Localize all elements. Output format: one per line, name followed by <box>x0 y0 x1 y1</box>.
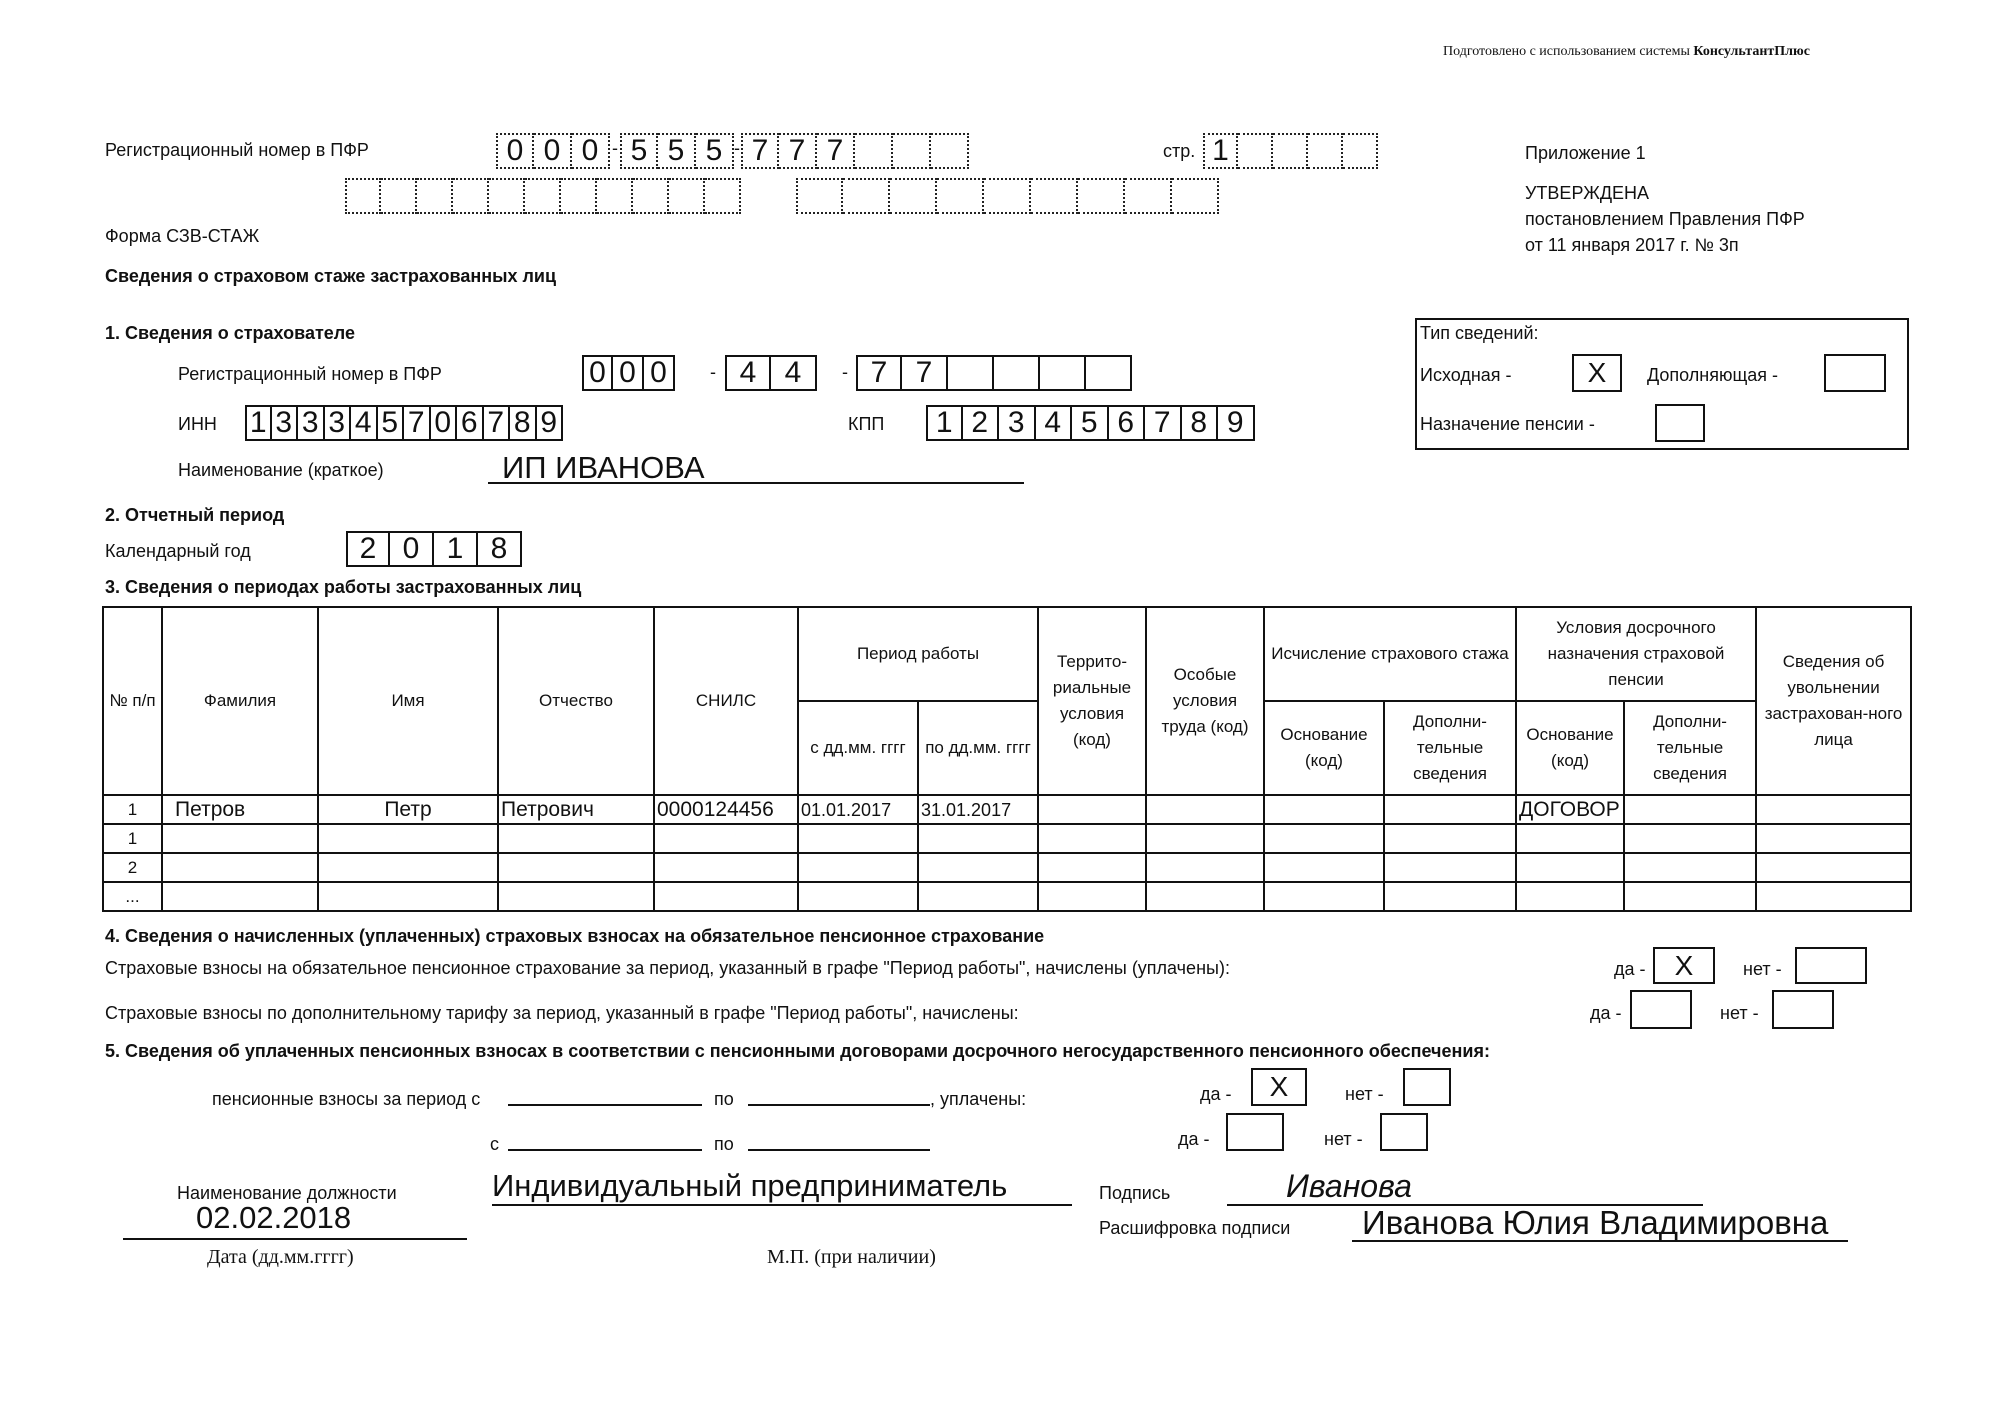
cell-num[interactable]: ... <box>103 882 162 911</box>
cell-from[interactable] <box>798 853 918 882</box>
cell-early-basis[interactable] <box>1516 882 1624 911</box>
kpp-cells-cell[interactable]: 4 <box>1036 405 1073 441</box>
cell-territorial[interactable] <box>1038 824 1146 853</box>
form-title: Сведения о страховом стаже застрахованных лиц <box>105 266 557 286</box>
cell-last-name[interactable] <box>162 882 318 911</box>
section5-row1-no-checkbox[interactable] <box>1403 1068 1451 1106</box>
insurer-reg-group1 <box>582 355 675 391</box>
info-type-supplementary-label: Дополняющая - <box>1647 365 1779 385</box>
top-reg-group3-cell[interactable] <box>931 133 969 169</box>
insurer-reg-group3 <box>856 355 1132 391</box>
work-periods-table <box>102 606 1912 912</box>
top-blank-cells-left-cell[interactable] <box>381 178 417 214</box>
approved-by: постановлением Правления ПФР <box>1525 209 1805 229</box>
position-value: Индивидуальный предприниматель <box>492 1168 1008 1203</box>
insurer-reg-group3-cell[interactable] <box>1086 355 1132 391</box>
insurer-reg-group3-cell[interactable]: 7 <box>856 355 902 391</box>
insurer-reg-sep1: - <box>710 362 716 382</box>
page-cells-cell[interactable] <box>1308 133 1343 169</box>
approved-label: УТВЕРЖДЕНА <box>1525 183 1650 203</box>
cell-to[interactable]: 31.01.2017 <box>918 795 1038 824</box>
cell-from[interactable] <box>798 882 918 911</box>
col-special: Особые условия труда (код) <box>1146 607 1264 795</box>
inn-cells <box>245 405 563 441</box>
short-name-label: Наименование (краткое) <box>178 460 384 480</box>
cell-territorial[interactable] <box>1038 853 1146 882</box>
kpp-cells-cell[interactable]: 6 <box>1109 405 1146 441</box>
cell-calc-extra[interactable] <box>1384 853 1516 882</box>
section5-row1-yes-checkbox[interactable]: X <box>1251 1068 1307 1106</box>
brand-name: КонсультантПлюс <box>1693 44 1810 59</box>
calendar-year-cells-cell[interactable]: 1 <box>434 531 478 567</box>
cell-to[interactable] <box>918 853 1038 882</box>
top-blank-cells-left-cell[interactable] <box>705 178 741 214</box>
kpp-cells-cell[interactable]: 8 <box>1182 405 1219 441</box>
inn-cells-cell[interactable]: 3 <box>298 405 325 441</box>
section5-row2-no-checkbox[interactable] <box>1380 1113 1428 1151</box>
top-blank-cells-left-cell[interactable] <box>525 178 561 214</box>
insurer-reg-label: Регистрационный номер в ПФР <box>178 364 442 384</box>
cell-special[interactable] <box>1146 824 1264 853</box>
cell-early-basis[interactable] <box>1516 853 1624 882</box>
page-cells-cell[interactable] <box>1238 133 1273 169</box>
col-snils: СНИЛС <box>654 607 798 795</box>
cell-calc-basis[interactable] <box>1264 824 1384 853</box>
col-early: Условия досрочного назначения страховой пенсии <box>1516 607 1756 701</box>
cell-to[interactable] <box>918 882 1038 911</box>
section5-row1-no-label: нет - <box>1345 1084 1384 1104</box>
cell-first-name[interactable]: Петр <box>318 795 498 824</box>
prepared-note <box>1443 44 1810 60</box>
insurer-reg-group1-cell[interactable]: 0 <box>613 355 644 391</box>
insurer-reg-group3-cell[interactable] <box>948 355 994 391</box>
cell-calc-extra[interactable] <box>1384 882 1516 911</box>
info-type-pension-label: Назначение пенсии - <box>1420 414 1595 434</box>
kpp-cells-cell[interactable]: 1 <box>926 405 963 441</box>
signature-decode-value: Иванова Юлия Владимировна <box>1362 1204 1829 1241</box>
inn-cells-cell[interactable]: 5 <box>378 405 405 441</box>
top-reg-label: Регистрационный номер в ПФР <box>105 140 369 160</box>
cell-first-name[interactable] <box>318 824 498 853</box>
section4-line1-yes-checkbox[interactable]: X <box>1653 947 1715 984</box>
cell-from[interactable] <box>798 824 918 853</box>
page-cells-cell[interactable] <box>1273 133 1308 169</box>
cell-territorial[interactable] <box>1038 882 1146 911</box>
section5-line2-prefix: с <box>490 1134 499 1154</box>
top-blank-cells-left-cell[interactable] <box>345 178 381 214</box>
top-reg-group2 <box>620 133 734 169</box>
col-calc-basis: Основание (код) <box>1264 701 1384 795</box>
cell-early-extra[interactable] <box>1624 795 1756 824</box>
inn-cells-cell[interactable]: 6 <box>457 405 484 441</box>
section4-line2-yes-label: да - <box>1590 1003 1622 1023</box>
cell-special[interactable] <box>1146 795 1264 824</box>
kpp-label: КПП <box>848 414 885 434</box>
signature-decode-label: Расшифровка подписи <box>1099 1218 1291 1238</box>
cell-patronymic[interactable]: Петрович <box>498 795 654 824</box>
col-calc: Исчисление страхового стажа <box>1264 607 1516 701</box>
col-period: Период работы <box>798 607 1038 701</box>
calendar-year-cells-cell[interactable]: 8 <box>478 531 522 567</box>
date-value: 02.02.2018 <box>196 1200 352 1235</box>
insurer-reg-group3-cell[interactable] <box>994 355 1040 391</box>
col-early-basis: Основание (код) <box>1516 701 1624 795</box>
info-type-pension-checkbox[interactable] <box>1655 404 1705 442</box>
insurer-reg-group2-cell[interactable]: 4 <box>771 355 817 391</box>
top-reg-sep1: - <box>612 138 618 158</box>
approved-date: от 11 января 2017 г. № 3п <box>1525 235 1739 255</box>
top-reg-group3-cell[interactable] <box>893 133 931 169</box>
section4-line1: Страховые взносы на обязательное пенсионное страхование за период, указанный в графе "Период работы", начислены (уплачены): <box>105 958 1230 978</box>
top-reg-sep2: - <box>734 138 740 158</box>
info-type-original-label: Исходная - <box>1420 365 1512 385</box>
top-blank-cells-right-cell[interactable] <box>984 178 1031 214</box>
col-early-extra: Дополни-тельные сведения <box>1624 701 1756 795</box>
inn-cells-cell[interactable]: 3 <box>325 405 352 441</box>
inn-cells-cell[interactable]: 7 <box>484 405 511 441</box>
inn-cells-cell[interactable]: 9 <box>537 405 564 441</box>
position-label: Наименование должности <box>177 1183 397 1203</box>
kpp-cells-cell[interactable]: 3 <box>999 405 1036 441</box>
col-territorial: Террито-риальные условия (код) <box>1038 607 1146 795</box>
insurer-reg-sep2: - <box>842 362 848 382</box>
inn-cells-cell[interactable]: 4 <box>351 405 378 441</box>
top-blank-cells-left-cell[interactable] <box>597 178 633 214</box>
page-cells-cell[interactable]: 1 <box>1203 133 1238 169</box>
calendar-year-cells-cell[interactable]: 0 <box>390 531 434 567</box>
top-reg-group2-cell[interactable]: 5 <box>620 133 658 169</box>
cell-num[interactable]: 1 <box>103 795 162 824</box>
calendar-year-label: Календарный год <box>105 541 251 561</box>
cell-early-extra[interactable] <box>1624 853 1756 882</box>
top-blank-cells-right-cell[interactable] <box>1125 178 1172 214</box>
top-reg-group3-cell[interactable]: 7 <box>779 133 817 169</box>
inn-cells-cell[interactable]: 0 <box>431 405 458 441</box>
info-type-title: Тип сведений: <box>1420 323 1539 343</box>
cell-calc-extra[interactable] <box>1384 824 1516 853</box>
cell-calc-basis[interactable] <box>1264 853 1384 882</box>
cell-patronymic[interactable] <box>498 824 654 853</box>
cell-snils[interactable] <box>654 824 798 853</box>
table-row <box>103 853 1911 882</box>
section5-row2-to-label: по <box>714 1134 734 1154</box>
top-reg-group3-cell[interactable]: 7 <box>817 133 855 169</box>
cell-first-name[interactable] <box>318 853 498 882</box>
cell-early-extra[interactable] <box>1624 882 1756 911</box>
cell-snils[interactable]: 0000124456 <box>654 795 798 824</box>
kpp-cells-cell[interactable]: 7 <box>1145 405 1182 441</box>
inn-cells-cell[interactable]: 8 <box>510 405 537 441</box>
page-cells-cell[interactable] <box>1343 133 1378 169</box>
cell-from[interactable]: 01.01.2017 <box>798 795 918 824</box>
inn-cells-cell[interactable]: 3 <box>272 405 299 441</box>
top-blank-cells-right-cell[interactable] <box>796 178 843 214</box>
date-label: Дата (дд.мм.гггг) <box>207 1246 354 1268</box>
top-blank-cells-left-cell[interactable] <box>453 178 489 214</box>
top-reg-group2-cell[interactable]: 5 <box>696 133 734 169</box>
cell-snils[interactable] <box>654 853 798 882</box>
section5-row1-to-label: по <box>714 1089 734 1109</box>
section4-line1-no-checkbox[interactable] <box>1795 947 1867 984</box>
insurer-reg-group3-cell[interactable]: 7 <box>902 355 948 391</box>
section3-title: 3. Сведения о периодах работы застрахованных лиц <box>105 577 582 597</box>
date-line <box>123 1210 467 1240</box>
cell-num[interactable]: 2 <box>103 853 162 882</box>
col-calc-extra: Дополни-тельные сведения <box>1384 701 1516 795</box>
section5-row2-from[interactable] <box>508 1125 702 1151</box>
top-blank-cells-right-cell[interactable] <box>937 178 984 214</box>
signature-label: Подпись <box>1099 1183 1171 1203</box>
section5-row1-from[interactable] <box>508 1080 702 1106</box>
section4-line2-yes-checkbox[interactable] <box>1630 990 1692 1029</box>
insurer-reg-group1-cell[interactable]: 0 <box>582 355 613 391</box>
info-type-original-checkbox[interactable]: X <box>1572 354 1622 392</box>
cell-special[interactable] <box>1146 853 1264 882</box>
top-reg-group1-cell[interactable]: 0 <box>534 133 572 169</box>
cell-last-name[interactable] <box>162 853 318 882</box>
insurer-reg-group1-cell[interactable]: 0 <box>644 355 675 391</box>
section2-title: 2. Отчетный период <box>105 505 285 525</box>
section1-title: 1. Сведения о страхователе <box>105 323 355 343</box>
section5-row2-to[interactable] <box>748 1125 930 1151</box>
table-row <box>103 824 1911 853</box>
prepared-prefix: Подготовлено с использованием системы <box>1443 44 1694 59</box>
calendar-year-cells <box>346 531 522 567</box>
section5-row1-to[interactable] <box>748 1080 930 1106</box>
section4-line2-no-checkbox[interactable] <box>1772 990 1834 1029</box>
top-blank-cells-left-cell[interactable] <box>561 178 597 214</box>
insurer-reg-group3-cell[interactable] <box>1040 355 1086 391</box>
top-blank-cells-left <box>345 178 741 214</box>
inn-label: ИНН <box>178 414 217 434</box>
cell-calc-extra[interactable] <box>1384 795 1516 824</box>
cell-last-name[interactable]: Петров <box>162 795 318 824</box>
col-period-from: с дд.мм. гггг <box>798 701 918 795</box>
short-name-value: ИП ИВАНОВА <box>502 450 705 485</box>
top-reg-group3-cell[interactable] <box>855 133 893 169</box>
section4-line1-no-label: нет - <box>1743 959 1782 979</box>
top-blank-cells-left-cell[interactable] <box>489 178 525 214</box>
top-blank-cells-right <box>796 178 1219 214</box>
section4-line1-yes-label: да - <box>1614 959 1646 979</box>
cell-calc-basis[interactable] <box>1264 882 1384 911</box>
top-blank-cells-right-cell[interactable] <box>843 178 890 214</box>
appendix-label: Приложение 1 <box>1525 143 1646 163</box>
insurer-reg-group2-cell[interactable]: 4 <box>725 355 771 391</box>
section4-line2-no-label: нет - <box>1720 1003 1759 1023</box>
page-cells <box>1203 133 1378 169</box>
cell-calc-basis[interactable] <box>1264 795 1384 824</box>
stamp-label: М.П. (при наличии) <box>767 1246 936 1268</box>
section5-row2-yes-label: да - <box>1178 1129 1210 1149</box>
section5-row2-no-label: нет - <box>1324 1129 1363 1149</box>
section4-line2: Страховые взносы по дополнительному тарифу за период, указанный в графе "Период работы", начислены: <box>105 1003 1019 1023</box>
kpp-cells-cell[interactable]: 5 <box>1072 405 1109 441</box>
form-name: Форма СЗВ-СТАЖ <box>105 226 260 246</box>
section5-title: 5. Сведения об уплаченных пенсионных взносах в соответствии с пенсионными договорами досрочного негосударственного пенсионного обеспечения: <box>105 1041 1490 1061</box>
cell-snils[interactable] <box>654 882 798 911</box>
inn-cells-cell[interactable]: 1 <box>245 405 272 441</box>
section4-title: 4. Сведения о начисленных (уплаченных) страховых взносах на обязательное пенсионное страхование <box>105 926 1045 946</box>
section5-line1-prefix: пенсионные взносы за период с <box>212 1089 481 1109</box>
calendar-year-cells-cell[interactable]: 2 <box>346 531 390 567</box>
col-num: № п/п <box>103 607 162 795</box>
cell-num[interactable]: 1 <box>103 824 162 853</box>
table-row <box>103 795 1911 824</box>
top-blank-cells-left-cell[interactable] <box>669 178 705 214</box>
top-reg-group1-cell[interactable]: 0 <box>572 133 610 169</box>
cell-territorial[interactable] <box>1038 795 1146 824</box>
cell-first-name[interactable] <box>318 882 498 911</box>
section5-row2-yes-checkbox[interactable] <box>1226 1113 1284 1151</box>
top-reg-group2-cell[interactable]: 5 <box>658 133 696 169</box>
kpp-cells <box>926 405 1255 441</box>
signature-value: Иванова <box>1286 1168 1412 1204</box>
top-blank-cells-left-cell[interactable] <box>417 178 453 214</box>
cell-dismissal[interactable] <box>1756 853 1911 882</box>
page-label: стр. <box>1163 141 1196 161</box>
inn-cells-cell[interactable]: 7 <box>404 405 431 441</box>
cell-dismissal[interactable] <box>1756 882 1911 911</box>
cell-early-basis[interactable] <box>1516 824 1624 853</box>
cell-special[interactable] <box>1146 882 1264 911</box>
table-row <box>103 882 1911 911</box>
section5-paid-label: , уплачены: <box>930 1089 1027 1109</box>
kpp-cells-cell[interactable]: 9 <box>1218 405 1255 441</box>
cell-to[interactable] <box>918 824 1038 853</box>
cell-last-name[interactable] <box>162 824 318 853</box>
cell-early-extra[interactable] <box>1624 824 1756 853</box>
col-period-to: по дд.мм. гггг <box>918 701 1038 795</box>
col-last-name: Фамилия <box>162 607 318 795</box>
col-first-name: Имя <box>318 607 498 795</box>
top-blank-cells-right-cell[interactable] <box>1078 178 1125 214</box>
top-reg-group1-cell[interactable]: 0 <box>496 133 534 169</box>
section5-row1-yes-label: да - <box>1200 1084 1232 1104</box>
cell-dismissal[interactable] <box>1756 795 1911 824</box>
kpp-cells-cell[interactable]: 2 <box>963 405 1000 441</box>
cell-early-basis[interactable]: ДОГОВОР <box>1516 795 1624 824</box>
top-blank-cells-right-cell[interactable] <box>1031 178 1078 214</box>
top-blank-cells-right-cell[interactable] <box>890 178 937 214</box>
col-dismissal: Сведения об увольнении застрахован-ного лица <box>1756 607 1911 795</box>
top-reg-group3-cell[interactable]: 7 <box>741 133 779 169</box>
col-patronymic: Отчество <box>498 607 654 795</box>
cell-dismissal[interactable] <box>1756 824 1911 853</box>
top-reg-group3 <box>741 133 969 169</box>
info-type-supplementary-checkbox[interactable] <box>1824 354 1886 392</box>
top-blank-cells-left-cell[interactable] <box>633 178 669 214</box>
cell-patronymic[interactable] <box>498 853 654 882</box>
cell-patronymic[interactable] <box>498 882 654 911</box>
top-blank-cells-right-cell[interactable] <box>1172 178 1219 214</box>
top-reg-group1 <box>496 133 610 169</box>
insurer-reg-group2 <box>725 355 817 391</box>
